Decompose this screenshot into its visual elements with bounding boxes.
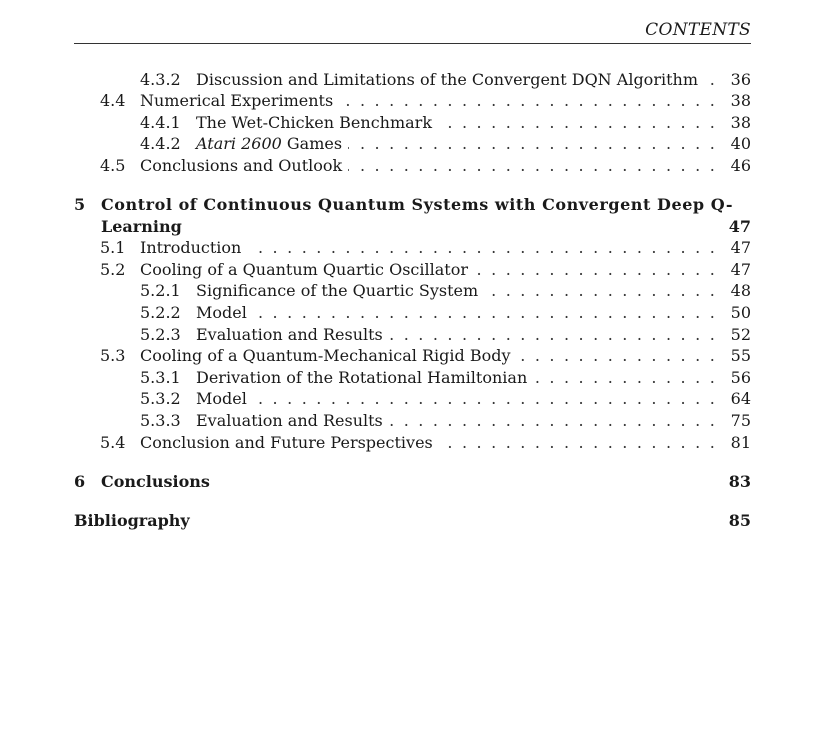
toc-entry-page: 38 xyxy=(730,91,751,110)
toc-entry-title: Derivation of the Rotational Hamiltonian xyxy=(196,368,528,387)
toc-entry-page: 55 xyxy=(730,346,751,365)
toc-entry-page: 46 xyxy=(730,156,751,175)
toc-entry[interactable] xyxy=(74,411,751,432)
toc-entry[interactable] xyxy=(74,260,751,281)
page-header xyxy=(74,18,751,44)
toc-entry[interactable] xyxy=(74,389,751,410)
dot-leader xyxy=(704,70,717,89)
toc-chapter-title-line2[interactable] xyxy=(74,217,751,238)
toc-chapter-title-line1[interactable] xyxy=(74,195,751,216)
toc-entry-number: 5.3.1 xyxy=(140,368,181,387)
toc-entry-title: Evaluation and Results xyxy=(196,325,383,344)
chapter-title: Conclusions xyxy=(101,472,210,491)
toc-entry-number: 5.3 xyxy=(100,346,126,365)
toc-entry-page: 81 xyxy=(730,433,751,452)
dot-leader xyxy=(517,346,717,365)
toc-entry[interactable] xyxy=(74,346,751,367)
dot-leader xyxy=(438,113,717,132)
toc-entry-page: 52 xyxy=(730,325,751,344)
toc-entry-page: 50 xyxy=(730,303,751,322)
toc-entry-title: Conclusion and Future Perspectives xyxy=(140,433,433,452)
toc-entry-title: Cooling of a Quantum-Mechanical Rigid Body xyxy=(140,346,511,365)
toc-entry-title-rest: Games xyxy=(281,134,343,153)
dot-leader xyxy=(253,303,717,322)
toc-entry[interactable] xyxy=(74,238,751,259)
toc-entry-page: 38 xyxy=(730,113,751,132)
dot-leader xyxy=(484,281,717,300)
toc-entry-title: Model xyxy=(196,389,247,408)
toc-entry-title: Introduction xyxy=(140,238,242,257)
dot-leader xyxy=(247,238,717,257)
toc-entry[interactable] xyxy=(74,156,751,177)
dot-leader xyxy=(253,389,717,408)
dot-leader xyxy=(533,368,717,387)
toc-entry-title-italic: Atari 2600 xyxy=(196,134,282,153)
dot-leader xyxy=(348,134,717,153)
toc-entry-number: 5.2.1 xyxy=(140,281,181,300)
toc-entry-page: 47 xyxy=(730,260,751,279)
toc-entry-title: Significance of the Quartic System xyxy=(196,281,479,300)
dot-leader xyxy=(348,156,717,175)
toc-chapter[interactable] xyxy=(74,472,751,493)
toc-bibliography[interactable] xyxy=(74,511,751,532)
toc-entry-page: 75 xyxy=(730,411,751,430)
toc-entry-number: 4.5 xyxy=(100,156,126,175)
toc-entry-page: 36 xyxy=(730,70,751,89)
toc-entry[interactable] xyxy=(74,70,751,91)
toc-entry-page: 47 xyxy=(730,238,751,257)
toc-entry[interactable] xyxy=(74,134,751,155)
toc-entry-number: 5.2.3 xyxy=(140,325,181,344)
toc-entry[interactable] xyxy=(74,368,751,389)
chapter-page: 83 xyxy=(728,472,751,491)
toc-entry-number: 5.1 xyxy=(100,238,126,257)
toc-entry-title: Cooling of a Quantum Quartic Oscillator xyxy=(140,260,468,279)
toc-entry-title: The Wet-Chicken Benchmark xyxy=(196,113,433,132)
toc-entry-page: 64 xyxy=(730,389,751,408)
toc-entry-number: 4.3.2 xyxy=(140,70,181,89)
toc-entry-title xyxy=(196,134,342,153)
toc-entry-number: 4.4 xyxy=(100,91,126,110)
dot-leader xyxy=(389,325,717,344)
header-title: CONTENTS xyxy=(645,20,751,40)
toc-entry[interactable] xyxy=(74,113,751,134)
chapter-number: 6 xyxy=(74,472,86,491)
toc-entry-number: 5.2.2 xyxy=(140,303,181,322)
chapter-number: 5 xyxy=(74,195,86,214)
toc-entry-number: 5.2 xyxy=(100,260,126,279)
toc-entry-number: 4.4.1 xyxy=(140,113,181,132)
toc-entry-number: 5.3.3 xyxy=(140,411,181,430)
toc-entry-number: 5.4 xyxy=(100,433,126,452)
toc-entry[interactable] xyxy=(74,281,751,302)
toc-entry-page: 48 xyxy=(730,281,751,300)
chapter-title-continued: Learning xyxy=(101,217,182,236)
toc-entry-page: 40 xyxy=(730,134,751,153)
bibliography-title: Bibliography xyxy=(74,511,190,530)
toc-entry-title: Discussion and Limitations of the Convergent DQN Algorithm xyxy=(196,70,698,89)
toc-entry-number: 4.4.2 xyxy=(140,134,181,153)
toc-entry[interactable] xyxy=(74,303,751,324)
toc-entry-title: Conclusions and Outlook xyxy=(140,156,343,175)
toc-entry[interactable] xyxy=(74,433,751,454)
toc-entry[interactable] xyxy=(74,91,751,112)
chapter-page: 47 xyxy=(728,217,751,236)
toc-entry[interactable] xyxy=(74,325,751,346)
bibliography-page: 85 xyxy=(728,511,751,530)
toc-entry-page: 56 xyxy=(730,368,751,387)
toc-entry-number: 5.3.2 xyxy=(140,389,181,408)
toc-entry-title: Evaluation and Results xyxy=(196,411,383,430)
dot-leader xyxy=(474,260,717,279)
toc-entry-title: Model xyxy=(196,303,247,322)
toc-entry-title: Numerical Experiments xyxy=(140,91,334,110)
chapter-title: Control of Continuous Quantum Systems with Convergent Deep Q- xyxy=(101,195,734,214)
dot-leader xyxy=(439,433,717,452)
dot-leader xyxy=(339,91,717,110)
dot-leader xyxy=(389,411,717,430)
